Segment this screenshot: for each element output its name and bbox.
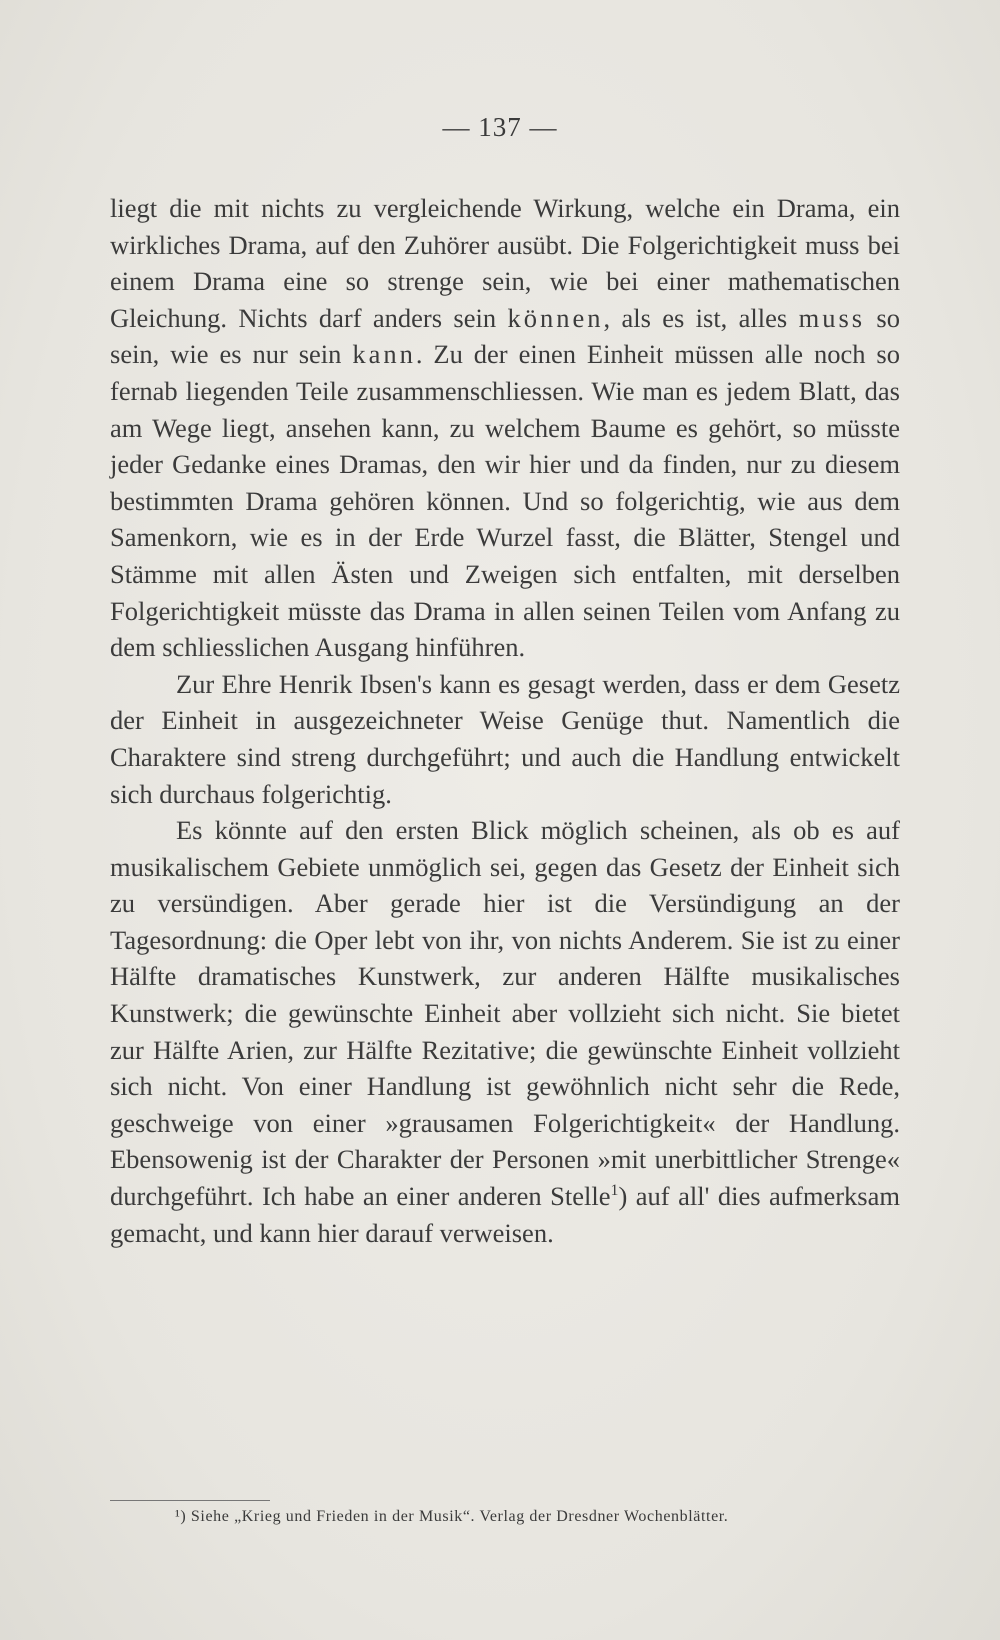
emphasis-text: muss [798, 302, 866, 333]
paragraph-2: Zur Ehre Henrik Ibsen's kann es gesagt werden, dass er dem Gesetz der Einheit in ausgezeichneter Weise Genüge thut. Namentlich die Charaktere sind streng durchgeführt; und auch die Handlung entwickelt sich durchaus folgerichtig. [110, 668, 900, 809]
footnote-divider [110, 1500, 270, 1501]
emphasis-text: kann [352, 339, 416, 370]
text-segment: so sein, wie es nur sein [110, 302, 900, 370]
text-segment: Es könnte auf den ersten Blick möglich scheinen, als ob es auf musikalischem Gebiete unmöglich sei, gegen das Gesetz der Einheit sich zu versündigen. Aber gerade hier ist die Versündigung an der Tagesordnung: die Oper lebt von ihr, von nichts Anderem. Sie ist zu einer Hälfte dramatisches Kunstwerk, zur anderen Hälfte musikalisches Kunstwerk; die gewünschte Einheit aber vollzieht sich nicht. Sie bietet zur Hälfte Arien, zur Hälfte Rezitative; die gewünschte Einheit vollzieht sich nicht. Von einer Handlung ist gewöhnlich nicht sehr die Rede, geschweige von einer »grausamen Folgerichtigkeit« der Handlung. Ebensowenig ist der Charakter der Personen »mit unerbittlicher Strenge« durchgeführt. Ich habe an einer anderen Stelle [110, 815, 900, 1212]
text-segment: , als es ist, alles [603, 302, 799, 333]
emphasis-text: können [507, 302, 604, 333]
text-segment: ) auf all' dies aufmerksam gemacht, und kann hier darauf verweisen. [110, 1181, 900, 1248]
paragraph-1 [110, 190, 900, 666]
footnote: ¹) Siehe „Krieg und Frieden in der Musik“. Verlag der Dresdner Wochenblätter. [175, 1508, 729, 1525]
body-text [110, 190, 900, 1251]
text-segment: liegt die mit nichts zu vergleichende Wirkung, welche ein Drama, ein wirkliches Drama, auf den Zuhörer ausübt. Die Folgerichtigkeit muss bei einem Drama eine so strenge sein, wie bei einer mathematischen Gleichung. Nichts darf anders sein [110, 193, 900, 333]
paragraph-3 [110, 812, 900, 1251]
page-number: — 137 — [442, 112, 558, 142]
footnote-reference: 1 [610, 1182, 619, 1200]
text-segment: . Zu der einen Einheit müssen alle noch so fernab liegenden Teile zusammenschliessen. Wie man es jedem Blatt, das am Wege liegt, ansehen kann, zu welchem Baume es gehört, so müsste jeder Gedanke eines Dramas, den wir hier und da finden, nur zu diesem bestimmten Drama gehören können. Und so folgerichtig, wie aus dem Samenkorn, wie es in der Erde Wurzel fasst, die Blätter, Stengel und Stämme mit allen Ästen und Zweigen sich entfalten, mit derselben Folgerichtigkeit müsste das Drama in allen seinen Teilen vom Anfang zu dem schliesslichen Ausgang hinführen. [110, 339, 900, 663]
